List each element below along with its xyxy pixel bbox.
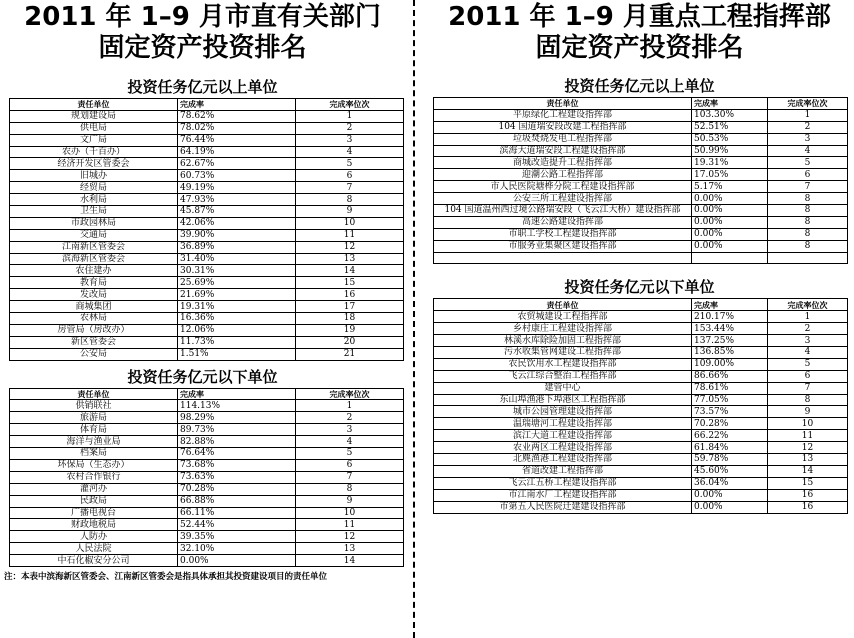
rank-cell: 2 — [296, 412, 404, 424]
rank-cell: 9 — [768, 406, 848, 418]
rank-cell: 8 — [296, 194, 404, 206]
completion-rate-cell: 114.13% — [178, 400, 296, 412]
rank-cell: 8 — [768, 216, 848, 228]
rank-cell: 15 — [768, 477, 848, 489]
column-header-unit-name: 责任单位 — [434, 299, 692, 311]
table-row — [10, 543, 404, 555]
rank-cell: 8 — [768, 394, 848, 406]
completion-rate-cell: 66.11% — [178, 507, 296, 519]
completion-rate-cell: 25.69% — [178, 277, 296, 289]
table-row — [10, 400, 404, 412]
right-title-line1: 2011 年 1–9 月重点工程指挥部 — [448, 2, 831, 32]
unit-name-cell: 市江南水厂工程建设指挥部 — [434, 489, 692, 501]
table-row — [434, 418, 848, 430]
unit-name-cell: 教育局 — [10, 277, 178, 289]
unit-name-cell: 市第五人民医院迁建建设指挥部 — [434, 501, 692, 513]
rank-cell: 8 — [768, 240, 848, 252]
table-row — [10, 122, 404, 134]
completion-rate-cell: 66.22% — [692, 430, 768, 442]
rank-cell: 4 — [296, 146, 404, 158]
left-title-line1: 2011 年 1–9 月市直有关部门 — [24, 2, 381, 32]
table-row — [10, 194, 404, 206]
rank-cell: 2 — [768, 121, 848, 133]
rank-cell: 5 — [768, 358, 848, 370]
unit-name-cell: 经济开发区管委会 — [10, 158, 178, 170]
rank-cell: 6 — [768, 169, 848, 181]
rank-cell: 14 — [296, 265, 404, 277]
completion-rate-cell: 70.28% — [692, 418, 768, 430]
completion-rate-cell: 89.73% — [178, 424, 296, 436]
column-header-completion-rate: 完成率 — [692, 98, 768, 110]
rank-cell: 10 — [296, 507, 404, 519]
table-row — [10, 313, 404, 325]
unit-name-cell: 农办（千百办） — [10, 146, 178, 158]
rank-cell: 5 — [296, 448, 404, 460]
table-row — [10, 206, 404, 218]
table-row — [434, 430, 848, 442]
column-header-rank: 完成率位次 — [768, 299, 848, 311]
completion-rate-cell: 49.19% — [178, 182, 296, 194]
rank-cell: 14 — [768, 465, 848, 477]
column-header-completion-rate: 完成率 — [692, 299, 768, 311]
right-above-section-title: 投资任务亿元以上单位 — [564, 77, 715, 95]
table-row — [434, 193, 848, 205]
table-row — [434, 205, 848, 217]
rank-cell: 4 — [296, 436, 404, 448]
column-divider — [413, 0, 415, 638]
table-header-row — [10, 99, 404, 111]
completion-rate-cell: 136.85% — [692, 347, 768, 359]
rank-cell: 7 — [296, 471, 404, 483]
column-header-completion-rate: 完成率 — [178, 99, 296, 111]
unit-name-cell: 城市公园管理建设指挥部 — [434, 406, 692, 418]
unit-name-cell: 人民法院 — [10, 543, 178, 555]
unit-name-cell: 中石化椒安分公司 — [10, 555, 178, 567]
completion-rate-cell: 78.62% — [178, 110, 296, 122]
table-row — [10, 146, 404, 158]
table-row — [434, 169, 848, 181]
unit-name-cell: 林溪水库除险加固工程指挥部 — [434, 335, 692, 347]
completion-rate-cell: 76.44% — [178, 134, 296, 146]
unit-name-cell: 环保局（生态办） — [10, 459, 178, 471]
rank-cell: 5 — [768, 157, 848, 169]
rank-cell: 11 — [296, 229, 404, 241]
unit-name-cell: 高速公路建设指挥部 — [434, 216, 692, 228]
table-row — [10, 471, 404, 483]
rank-cell: 7 — [296, 182, 404, 194]
unit-name-cell: 文广局 — [10, 134, 178, 146]
completion-rate-cell: 66.88% — [178, 495, 296, 507]
completion-rate-cell: 21.69% — [178, 289, 296, 301]
completion-rate-cell: 0.00% — [692, 228, 768, 240]
table-row — [10, 412, 404, 424]
table-row — [10, 448, 404, 460]
unit-name-cell: 农林局 — [10, 313, 178, 325]
table-row — [10, 241, 404, 253]
completion-rate-cell: 61.84% — [692, 442, 768, 454]
unit-name-cell: 经贸局 — [10, 182, 178, 194]
table-row — [10, 519, 404, 531]
completion-rate-cell: 52.51% — [692, 121, 768, 133]
unit-name-cell: 发改局 — [10, 289, 178, 301]
rank-cell: 6 — [296, 459, 404, 471]
table-row — [434, 477, 848, 489]
table-row — [10, 289, 404, 301]
table-row — [10, 495, 404, 507]
table-header-row — [434, 98, 848, 110]
rank-cell: 13 — [296, 253, 404, 265]
table-row — [434, 157, 848, 169]
unit-name-cell: 迎潮公路工程指挥部 — [434, 169, 692, 181]
completion-rate-cell: 60.73% — [178, 170, 296, 182]
table-row — [10, 265, 404, 277]
completion-rate-cell: 82.88% — [178, 436, 296, 448]
completion-rate-cell: 109.00% — [692, 358, 768, 370]
rank-cell: 20 — [296, 336, 404, 348]
rank-cell: 16 — [768, 501, 848, 513]
table-row — [434, 382, 848, 394]
completion-rate-cell: 0.00% — [692, 501, 768, 513]
unit-name-cell: 温瑞塘河工程建设指挥部 — [434, 418, 692, 430]
unit-name-cell: 市服务业集聚区建设指挥部 — [434, 240, 692, 252]
completion-rate-cell: 98.29% — [178, 412, 296, 424]
table-row — [434, 121, 848, 133]
unit-name-cell: 人防办 — [10, 531, 178, 543]
completion-rate-cell: 0.00% — [692, 205, 768, 217]
unit-name-cell: 农贸城建设工程指挥部 — [434, 311, 692, 323]
left-above-section-title: 投资任务亿元以上单位 — [127, 78, 278, 96]
completion-rate-cell: 86.66% — [692, 370, 768, 382]
completion-rate-cell: 62.67% — [178, 158, 296, 170]
rank-cell: 15 — [296, 277, 404, 289]
rank-cell: 3 — [296, 424, 404, 436]
unit-name-cell: 104 国道温州西过境公路瑞安段（飞云江大桥）建设指挥部 — [434, 205, 692, 217]
right-below-table — [433, 298, 848, 513]
unit-name-cell: 卫生局 — [10, 206, 178, 218]
completion-rate-cell: 17.05% — [692, 169, 768, 181]
right-above-table — [433, 97, 848, 264]
rank-cell: 1 — [296, 400, 404, 412]
completion-rate-cell: 12.06% — [178, 324, 296, 336]
table-row — [10, 555, 404, 567]
unit-name-cell: 商城改造提升工程指挥部 — [434, 157, 692, 169]
table-row — [434, 228, 848, 240]
completion-rate-cell: 45.87% — [178, 206, 296, 218]
unit-name-cell: 104 国道瑞安段改建工程指挥部 — [434, 121, 692, 133]
unit-name-cell: 省道改建工程指挥部 — [434, 465, 692, 477]
rank-cell: 19 — [296, 324, 404, 336]
unit-name-cell: 灌河办 — [10, 483, 178, 495]
table-row — [10, 301, 404, 313]
unit-name-cell: 规划建设局 — [10, 110, 178, 122]
right-panel — [425, 0, 854, 514]
completion-rate-cell: 59.78% — [692, 454, 768, 466]
unit-name-cell: 财政地税局 — [10, 519, 178, 531]
completion-rate-cell: 50.99% — [692, 145, 768, 157]
rank-cell: 11 — [768, 430, 848, 442]
rank-cell: 6 — [296, 170, 404, 182]
rank-cell: 8 — [296, 483, 404, 495]
unit-name-cell: 档案局 — [10, 448, 178, 460]
rank-cell: 17 — [296, 301, 404, 313]
unit-name-cell: 海洋与渔业局 — [10, 436, 178, 448]
table-row — [10, 531, 404, 543]
completion-rate-cell — [692, 252, 768, 264]
completion-rate-cell: 73.68% — [178, 459, 296, 471]
rank-cell: 8 — [768, 228, 848, 240]
rank-cell: 13 — [296, 543, 404, 555]
unit-name-cell: 公安三所工程建设指挥部 — [434, 193, 692, 205]
completion-rate-cell: 76.64% — [178, 448, 296, 460]
completion-rate-cell: 45.60% — [692, 465, 768, 477]
table-row — [434, 133, 848, 145]
unit-name-cell: 农民饮用水工程建设指挥部 — [434, 358, 692, 370]
completion-rate-cell: 73.57% — [692, 406, 768, 418]
rank-cell: 9 — [296, 206, 404, 218]
rank-cell: 7 — [768, 382, 848, 394]
table-row — [10, 459, 404, 471]
completion-rate-cell: 153.44% — [692, 323, 768, 335]
completion-rate-cell: 19.31% — [692, 157, 768, 169]
completion-rate-cell: 0.00% — [178, 555, 296, 567]
unit-name-cell: 广播电视台 — [10, 507, 178, 519]
column-header-unit-name: 责任单位 — [10, 388, 178, 400]
unit-name-cell: 农村合作银行 — [10, 471, 178, 483]
rank-cell: 11 — [296, 519, 404, 531]
rank-cell: 13 — [768, 454, 848, 466]
rank-cell: 1 — [768, 311, 848, 323]
rank-cell: 6 — [768, 370, 848, 382]
completion-rate-cell: 47.93% — [178, 194, 296, 206]
completion-rate-cell: 31.40% — [178, 253, 296, 265]
rank-cell: 12 — [296, 531, 404, 543]
left-below-table — [9, 388, 404, 567]
completion-rate-cell: 52.44% — [178, 519, 296, 531]
unit-name-cell: 体育局 — [10, 424, 178, 436]
completion-rate-cell: 39.35% — [178, 531, 296, 543]
completion-rate-cell: 73.63% — [178, 471, 296, 483]
completion-rate-cell: 11.73% — [178, 336, 296, 348]
unit-name-cell: 飞云江五桥工程建设指挥部 — [434, 477, 692, 489]
table-row — [434, 335, 848, 347]
unit-name-cell: 供销联社 — [10, 400, 178, 412]
completion-rate-cell: 0.00% — [692, 489, 768, 501]
column-header-rank: 完成率位次 — [768, 98, 848, 110]
column-header-completion-rate: 完成率 — [178, 388, 296, 400]
rank-cell: 4 — [768, 347, 848, 359]
unit-name-cell: 农业两区工程建设指挥部 — [434, 442, 692, 454]
table-header-row — [434, 299, 848, 311]
completion-rate-cell: 0.00% — [692, 240, 768, 252]
unit-name-cell: 商城集团 — [10, 301, 178, 313]
table-row — [10, 134, 404, 146]
unit-name-cell: 滨江大道工程建设指挥部 — [434, 430, 692, 442]
rank-cell: 2 — [296, 122, 404, 134]
completion-rate-cell: 36.04% — [692, 477, 768, 489]
unit-name-cell: 旧城办 — [10, 170, 178, 182]
table-row — [434, 442, 848, 454]
right-below-section-title: 投资任务亿元以下单位 — [564, 278, 715, 297]
table-row — [10, 336, 404, 348]
completion-rate-cell: 103.30% — [692, 109, 768, 121]
table-row — [434, 489, 848, 501]
table-row — [10, 217, 404, 229]
completion-rate-cell: 78.02% — [178, 122, 296, 134]
table-row — [10, 348, 404, 360]
table-row — [434, 454, 848, 466]
table-row — [434, 465, 848, 477]
rank-cell: 21 — [296, 348, 404, 360]
unit-name-cell: 江南新区管委会 — [10, 241, 178, 253]
completion-rate-cell: 16.36% — [178, 313, 296, 325]
unit-name-cell: 污水收集管网建设工程指挥部 — [434, 347, 692, 359]
table-row — [10, 158, 404, 170]
completion-rate-cell: 19.31% — [178, 301, 296, 313]
completion-rate-cell: 77.05% — [692, 394, 768, 406]
unit-name-cell: 公安局 — [10, 348, 178, 360]
completion-rate-cell: 78.61% — [692, 382, 768, 394]
table-row — [434, 370, 848, 382]
table-row — [434, 501, 848, 513]
rank-cell: 2 — [768, 323, 848, 335]
unit-name-cell: 滨海大道瑞安段工程建设指挥部 — [434, 145, 692, 157]
table-row — [10, 253, 404, 265]
unit-name-cell: 水利局 — [10, 194, 178, 206]
completion-rate-cell: 1.51% — [178, 348, 296, 360]
left-footnote: 注：本表中滨海新区管委会、江南新区管委会是指具体承担其投资建设项目的责任单位 — [4, 571, 328, 582]
column-header-rank: 完成率位次 — [296, 388, 404, 400]
table-row — [10, 324, 404, 336]
completion-rate-cell: 36.89% — [178, 241, 296, 253]
unit-name-cell: 滨海新区管委会 — [10, 253, 178, 265]
table-row — [10, 110, 404, 122]
column-header-unit-name: 责任单位 — [10, 99, 178, 111]
left-title-line2: 固定资产投资排名 — [98, 33, 307, 63]
rank-cell: 1 — [768, 109, 848, 121]
table-header-row — [10, 388, 404, 400]
column-header-unit-name: 责任单位 — [434, 98, 692, 110]
table-row — [434, 358, 848, 370]
table-row — [434, 216, 848, 228]
unit-name-cell: 交通局 — [10, 229, 178, 241]
completion-rate-cell: 42.06% — [178, 217, 296, 229]
completion-rate-cell: 39.90% — [178, 229, 296, 241]
table-row — [434, 252, 848, 264]
unit-name-cell: 北麂渔港工程建设指挥部 — [434, 454, 692, 466]
table-row — [434, 347, 848, 359]
rank-cell: 16 — [768, 489, 848, 501]
table-row — [10, 436, 404, 448]
left-panel — [0, 0, 405, 582]
completion-rate-cell: 0.00% — [692, 216, 768, 228]
rank-cell: 4 — [768, 145, 848, 157]
rank-cell: 3 — [768, 335, 848, 347]
completion-rate-cell: 5.17% — [692, 181, 768, 193]
rank-cell: 3 — [296, 134, 404, 146]
unit-name-cell: 飞云江综合整治工程指挥部 — [434, 370, 692, 382]
rank-cell: 12 — [296, 241, 404, 253]
table-row — [434, 311, 848, 323]
unit-name-cell: 新区管委会 — [10, 336, 178, 348]
rank-cell: 3 — [768, 133, 848, 145]
completion-rate-cell: 30.31% — [178, 265, 296, 277]
unit-name-cell: 农住建办 — [10, 265, 178, 277]
rank-cell: 8 — [768, 205, 848, 217]
table-row — [10, 483, 404, 495]
completion-rate-cell: 50.53% — [692, 133, 768, 145]
unit-name-cell: 房管局（房改办） — [10, 324, 178, 336]
rank-cell: 7 — [768, 181, 848, 193]
table-row — [434, 323, 848, 335]
rank-cell: 9 — [296, 495, 404, 507]
table-row — [10, 182, 404, 194]
unit-name-cell: 民政局 — [10, 495, 178, 507]
unit-name-cell — [434, 252, 692, 264]
unit-name-cell: 垃圾焚烧发电工程指挥部 — [434, 133, 692, 145]
rank-cell: 5 — [296, 158, 404, 170]
table-row — [434, 406, 848, 418]
table-row — [10, 170, 404, 182]
rank-cell: 12 — [768, 442, 848, 454]
table-row — [10, 507, 404, 519]
table-row — [434, 240, 848, 252]
completion-rate-cell: 0.00% — [692, 193, 768, 205]
rank-cell: 8 — [768, 193, 848, 205]
unit-name-cell: 乡村康庄工程建设指挥部 — [434, 323, 692, 335]
completion-rate-cell: 32.10% — [178, 543, 296, 555]
table-row — [434, 394, 848, 406]
table-row — [434, 109, 848, 121]
rank-cell — [768, 252, 848, 264]
table-row — [434, 145, 848, 157]
table-row — [10, 277, 404, 289]
rank-cell: 1 — [296, 110, 404, 122]
completion-rate-cell: 70.28% — [178, 483, 296, 495]
rank-cell: 10 — [768, 418, 848, 430]
rank-cell: 18 — [296, 313, 404, 325]
column-header-rank: 完成率位次 — [296, 99, 404, 111]
left-above-table — [9, 98, 404, 361]
unit-name-cell: 供电局 — [10, 122, 178, 134]
unit-name-cell: 平原绿化工程建设指挥部 — [434, 109, 692, 121]
table-row — [10, 424, 404, 436]
table-row — [10, 229, 404, 241]
unit-name-cell: 旅游局 — [10, 412, 178, 424]
right-title-line2: 固定资产投资排名 — [535, 33, 744, 63]
rank-cell: 14 — [296, 555, 404, 567]
completion-rate-cell: 137.25% — [692, 335, 768, 347]
completion-rate-cell: 64.19% — [178, 146, 296, 158]
completion-rate-cell: 210.17% — [692, 311, 768, 323]
rank-cell: 10 — [296, 217, 404, 229]
unit-name-cell: 市政园林局 — [10, 217, 178, 229]
left-below-section-title: 投资任务亿元以下单位 — [127, 367, 278, 386]
rank-cell: 16 — [296, 289, 404, 301]
unit-name-cell: 市人民医院塘桦分院工程建设指挥部 — [434, 181, 692, 193]
unit-name-cell: 东山埠渔港下埠港区工程指挥部 — [434, 394, 692, 406]
table-row — [434, 181, 848, 193]
unit-name-cell: 建管中心 — [434, 382, 692, 394]
unit-name-cell: 市职工学校工程建设指挥部 — [434, 228, 692, 240]
